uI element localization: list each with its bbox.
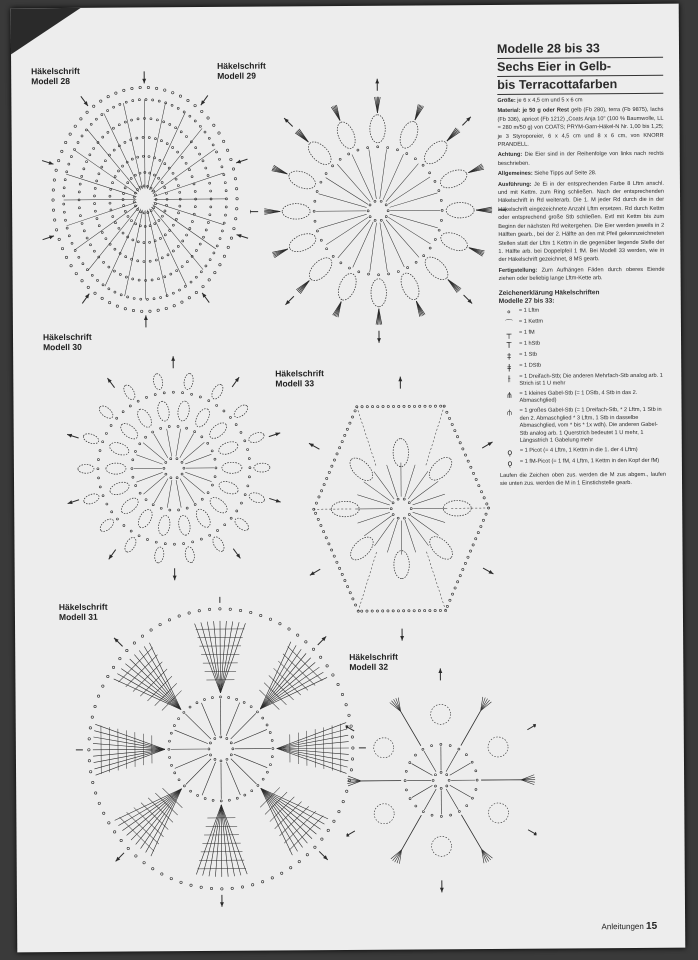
legend-item <box>499 328 665 338</box>
legend-symbol-icon: ┬ <box>506 329 512 339</box>
note-paragraph: Achtung: Die Eier sind in der Reihenfolge von links nach rechts beschrieben. <box>497 151 664 167</box>
legend-item <box>500 447 666 457</box>
diagram-modell-30 <box>63 342 285 594</box>
legend-text: = 1 kleines Gabel-Stb (= 1 DStb, 4 Stb in das 2. Abmaschglied) <box>519 389 638 405</box>
legend-item <box>499 361 665 371</box>
legend-text: = 1 Lftm <box>518 307 540 314</box>
legend-text: = 1 fM-Picot (= 1 fM, 4 Lftm, 1 Kettm in den Kopf der fM) <box>519 457 660 465</box>
label-modell-32: Häkelschrift Modell 32 <box>349 651 398 672</box>
material-paragraph: Material: je 50 g oder Rest gelb (Fb 280), terra (Fb 9875), lachs (Fb 336), apricot (Fb 1212) „Coats Anja 10" (100 % Baumwolle, LL = 280 m/50 g) von COATS; PRYM-Garn-Häkel-N Nr. 1,00 bis 1,25; je 3 Styroporeier, 6 x 4,5 cm und 8 x 6 cm, von KNORR PRANDELL. <box>497 107 664 148</box>
legend-symbol-icon: ǫ <box>507 458 513 468</box>
label-modell-30: Häkelschrift Modell 30 <box>42 331 92 353</box>
legend-item <box>499 317 665 327</box>
general-paragraph: Allgemeines: Siehe Tipps auf Seite 28. <box>497 170 597 178</box>
legend-text: = 1 großes Gabel-Stb (= 1 Dreifach-Stb, * 2 Lftm, 1 Stb in den 2. Abmaschglied * 3 Lftm, 1 Stb in dasselbe Abmaschglied, vom * bis * 1x wdh). Die anderen Gabel-Stb analog arb. 1 Querstrich bedeutet 1 U mehr, 1 Längsstrich 1 Gabelung mehr <box>519 406 662 445</box>
diagram-modell-31 <box>75 596 367 908</box>
legend-symbol-icon: ǂ <box>507 362 512 372</box>
legend-text: = 1 Picot (= 4 Lftm, 1 Kettm in die 1. der 4 Lftm) <box>519 446 638 454</box>
legend-text: = 1 DStb <box>519 362 542 369</box>
legend-text: = 1 Dreifach-Stb; Die anderen Mehrfach-Stb analog arb. 1 Strich ist 1 U mehr <box>519 372 663 387</box>
legend-item <box>499 306 665 316</box>
diagram-modell-32 <box>345 655 537 906</box>
footer-section: Anleitungen <box>601 921 644 932</box>
diagram-modell-28 <box>39 69 251 330</box>
instructions-column <box>497 40 666 489</box>
legend-list <box>499 306 666 467</box>
folded-corner <box>11 8 81 54</box>
label-modell-31: Häkelschrift Modell 31 <box>58 601 108 623</box>
label-modell-28: Häkelschrift Modell 28 <box>31 65 80 87</box>
legend-symbol-icon: T <box>506 340 512 350</box>
page-footer <box>601 921 657 932</box>
header-line-3: bis Terracottafarben <box>497 76 663 95</box>
legend-text: = 1 fM <box>518 329 535 336</box>
legend-text: = 1 Kettm <box>518 318 544 325</box>
magazine-page <box>11 4 686 953</box>
legend-text: = 1 hStb <box>519 340 541 347</box>
header-line-1: Modelle 28 bis 33 <box>497 40 663 59</box>
legend-symbol-icon: ⫛ <box>507 407 512 417</box>
label-modell-29: Häkelschrift Modell 29 <box>217 60 266 81</box>
legend-symbol-icon: ⌒ <box>504 318 513 328</box>
legend-item <box>499 390 665 406</box>
legend-text: = 1 Stb <box>519 351 538 358</box>
legend-symbol-icon: ⫲ <box>507 373 511 383</box>
size-paragraph: Größe: je 6 x 4,5 cm und 5 x 6 cm <box>497 97 583 104</box>
legend-item <box>499 350 665 360</box>
legend-symbol-icon: ⚬ <box>505 307 513 317</box>
header-line-2: Sechs Eier in Gelb- <box>497 58 663 77</box>
diagram-modell-29 <box>249 65 507 357</box>
legend-symbol-icon: ϙ <box>507 447 513 457</box>
legend-item <box>499 372 665 388</box>
page-number: 15 <box>645 920 658 932</box>
legend-title: Zeichenerklärung Häkelschriften Modelle 27 bis 33: <box>498 288 600 305</box>
finishing-paragraph: Fertigstellung: Zum Aufhängen Fäden durch oberes Eiende ziehen oder beliebig lange Lftm-Kette arb. <box>498 266 665 283</box>
legend-item <box>500 407 666 446</box>
legend-item <box>499 339 665 349</box>
legend-footnote: Laufen die Zeichen oben zus. werden die M zus abgem., laufen sie unten zus. werden die M in 1 Einstichstelle gearb. <box>499 471 667 488</box>
label-modell-33: Häkelschrift Modell 33 <box>275 368 324 389</box>
legend-item <box>500 458 666 468</box>
legend-symbol-icon: ⋔ <box>506 390 513 400</box>
execution-paragraph: Ausführung: Je Ei in der entsprechenden Farbe 8 Lftm anschl. und mit Kettm. zum Ring schließen. Nach der entsprechenden Häkelschrift in Rd weiterarb. Die 1. M jeder Rd durch die in der Häkelschrift eingezeichnete Anzahl Lftm ersetzen. Rd durch Kettm oder entsprechend große Stb schließen. Evtl mit Kettm bis zum Beginn der nächsten Rd weitergehen. Die Eier werden jeweils in 2 Hälften gearb., bei der 2. Hälfte an den mit Pfeil gekennzeichneten Stellen statt der Lftm 1 Kettm in die gegenüber liegende Stelle der 1. Hälfte arb. bei Doppelpfeil 1 fM. Bei Modell 33 werden, wie in der Häkelschrift gezeichnet, 8 MS gearb. <box>497 180 665 264</box>
legend-symbol-icon: ‡ <box>507 351 512 361</box>
